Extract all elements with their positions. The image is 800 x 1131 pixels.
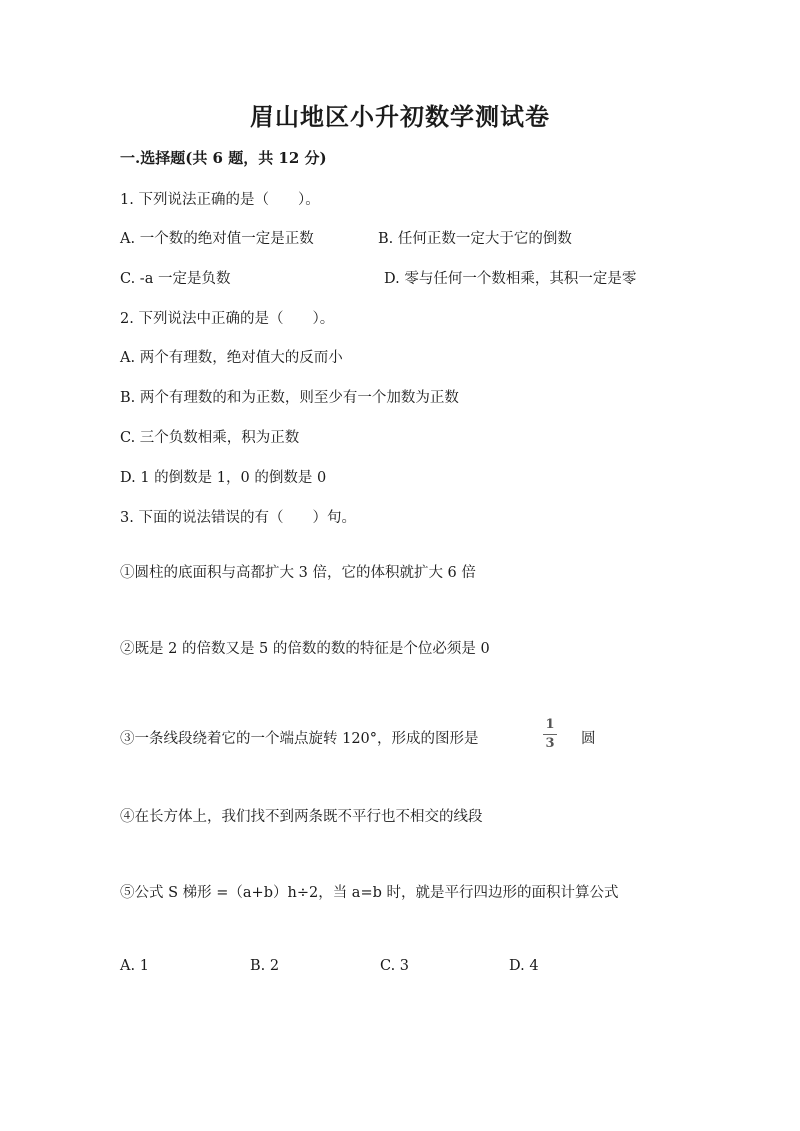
question-3-option-b: B. 2 <box>250 958 280 974</box>
question-2-stem: 2. 下列说法中正确的是（ ）。 <box>120 311 335 327</box>
question-2-option-b: B. 两个有理数的和为正数，则至少有一个加数为正数 <box>120 390 459 406</box>
page-title: 眉山地区小升初数学测试卷 <box>250 102 550 131</box>
question-2-option-c: C. 三个负数相乘，积为正数 <box>120 430 300 446</box>
question-3-statement-4: ④在长方体上，我们找不到两条既不平行也不相交的线段 <box>120 809 483 825</box>
fraction-numerator: 1 <box>545 717 555 732</box>
question-1-stem: 1. 下列说法正确的是（ ）。 <box>120 192 320 208</box>
question-3-statement-5: ⑤公式 S 梯形 =（a+b）h÷2，当 a=b 时，就是平行四边形的面积计算公式 <box>120 885 619 901</box>
question-3-statement-3-tail: 圆 <box>581 731 596 747</box>
question-3-statement-2: ②既是 2 的倍数又是 5 的倍数的数的特征是个位必须是 0 <box>120 641 490 657</box>
section-heading: 一.选择题(共 6 题，共 12 分) <box>120 149 327 167</box>
question-2-option-a: A. 两个有理数，绝对值大的反而小 <box>120 350 343 366</box>
question-1-option-b: B. 任何正数一定大于它的倒数 <box>378 231 572 247</box>
fraction-denominator: 3 <box>545 736 555 751</box>
question-3-option-a: A. 1 <box>120 958 149 974</box>
question-2-option-d: D. 1 的倒数是 1，0 的倒数是 0 <box>120 470 327 486</box>
question-1-option-d: D. 零与任何一个数相乘，其积一定是零 <box>384 271 637 287</box>
question-1-option-a: A. 一个数的绝对值一定是正数 <box>120 231 314 247</box>
question-3-option-c: C. 3 <box>380 958 410 974</box>
question-3-statement-1: ①圆柱的底面积与高都扩大 3 倍，它的体积就扩大 6 倍 <box>120 565 476 581</box>
fraction-one-third <box>543 718 557 751</box>
question-3-stem: 3. 下面的说法错误的有（ ）句。 <box>120 510 356 526</box>
question-3-statement-3: ③一条线段绕着它的一个端点旋转 120°，形成的图形是 <box>120 731 479 747</box>
fraction-bar <box>543 734 557 735</box>
question-1-option-c: C. -a 一定是负数 <box>120 271 231 287</box>
question-3-option-d: D. 4 <box>509 958 539 974</box>
